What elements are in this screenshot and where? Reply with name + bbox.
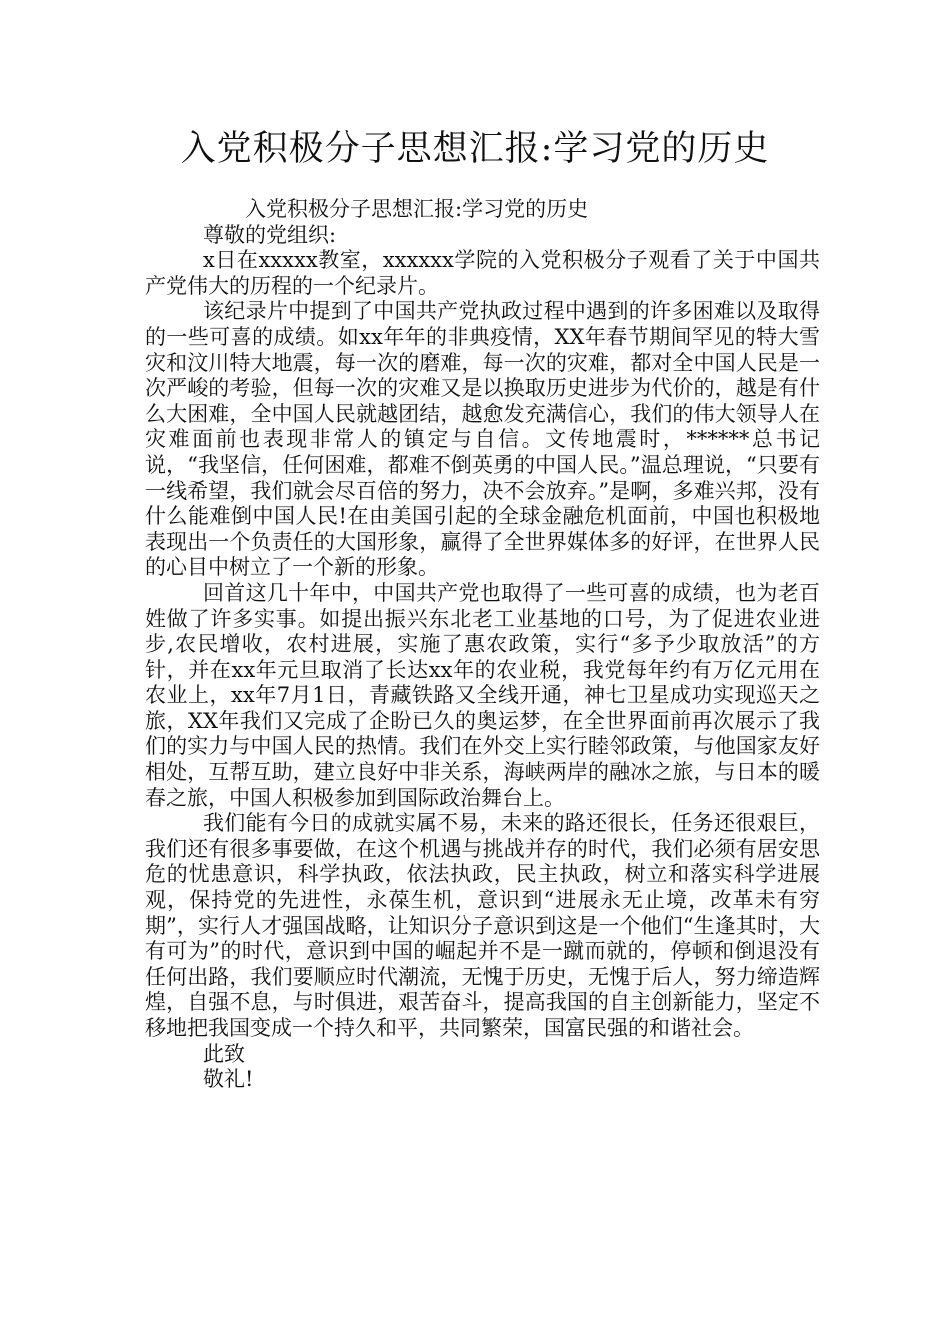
salutation: 尊敬的党组织: — [203, 222, 337, 247]
document-title: 入党积极分子思想汇报:学习党的历史 — [180, 129, 770, 169]
paragraph-4: 我们能有今日的成就实属不易，未来的路还很长，任务还很艰巨，我们还有很多事要做，在这个机遇与挑战并存的时代，我们必须有居安思危的忧患意识，科学执政，依法执政，民主执政，树立和落实科学进展观，保持党的先进性，永葆生机，意识到“进展永无止境，改革未有穷期”，实行人才强国战略，让知识分子意识到这是一个他们“生逢其时，大有可为”的时代，意识到中国的崛起并不是一蹴而就的，停顿和倒退没有任何出路，我们要顺应时代潮流，无愧于历史，无愧于后人，努力缔造辉煌，自强不息，与时俱进，艰苦奋斗，提高我国的自主创新能力，坚定不移地把我国变成一个持久和平，共同繁荣，国富民强的和谐社会。 — [145, 811, 820, 1040]
document-subtitle: 入党积极分子思想汇报:学习党的历史 — [245, 197, 589, 221]
paragraph-3: 回首这几十年中，中国共产党也取得了一些可喜的成绩，也为老百姓做了许多实事。如提出振兴东北老工业基地的口号，为了促进农业进步,农民增收，农村进展，实施了惠农政策，实行“多予少取放活”的方针，并在xx年元旦取消了长达xx年的农业税，我党每年约有万亿元用在农业上，xx年7月1日，青藏铁路又全线开通，神七卫星成功实现巡天之旅，XX年我们又完成了企盼已久的奥运梦，在全世界面前再次展示了我们的实力与中国人民的热情。我们在外交上实行睦邻政策，与他国家友好相处，互帮互助，建立良好中非关系，海峡两岸的融冰之旅，与日本的暖春之旅，中国人积极参加到国际政治舞台上。 — [145, 580, 820, 810]
closing-line-1: 此致 — [203, 1041, 245, 1066]
paragraph-1: x日在xxxxx教室，xxxxxx学院的入党积极分子观看了关于中国共产党伟大的历程的一个纪录片。 — [145, 248, 820, 298]
paragraph-2: 该纪录片中提到了中国共产党执政过程中遇到的许多困难以及取得的一些可喜的成绩。如xx年年的非典疫情，XX年春节期间罕见的特大雪灾和汶川特大地震，每一次的磨难，每一次的灾难，都对全中国人民是一次严峻的考验，但每一次的灾难又是以换取历史进步为代价的，越是有什么大困难，全中国人民就越团结，越愈发充满信心，我们的伟大领导人在灾难面前也表现非常人的镇定与自信。文传地震时，******总书记说，“我坚信，任何困难，都难不倒英勇的中国人民。”温总理说，“只要有一线希望，我们就会尽百倍的努力，决不会放弃。”是啊，多难兴邦，没有什么能难倒中国人民!在由美国引起的全球金融危机面前，中国也积极地表现出一个负责任的大国形象，赢得了全世界媒体多的好评，在世界人民的心目中树立了一个新的形象。 — [145, 299, 820, 580]
document-body — [145, 197, 820, 1093]
closing-line-2: 敬礼! — [203, 1067, 254, 1092]
